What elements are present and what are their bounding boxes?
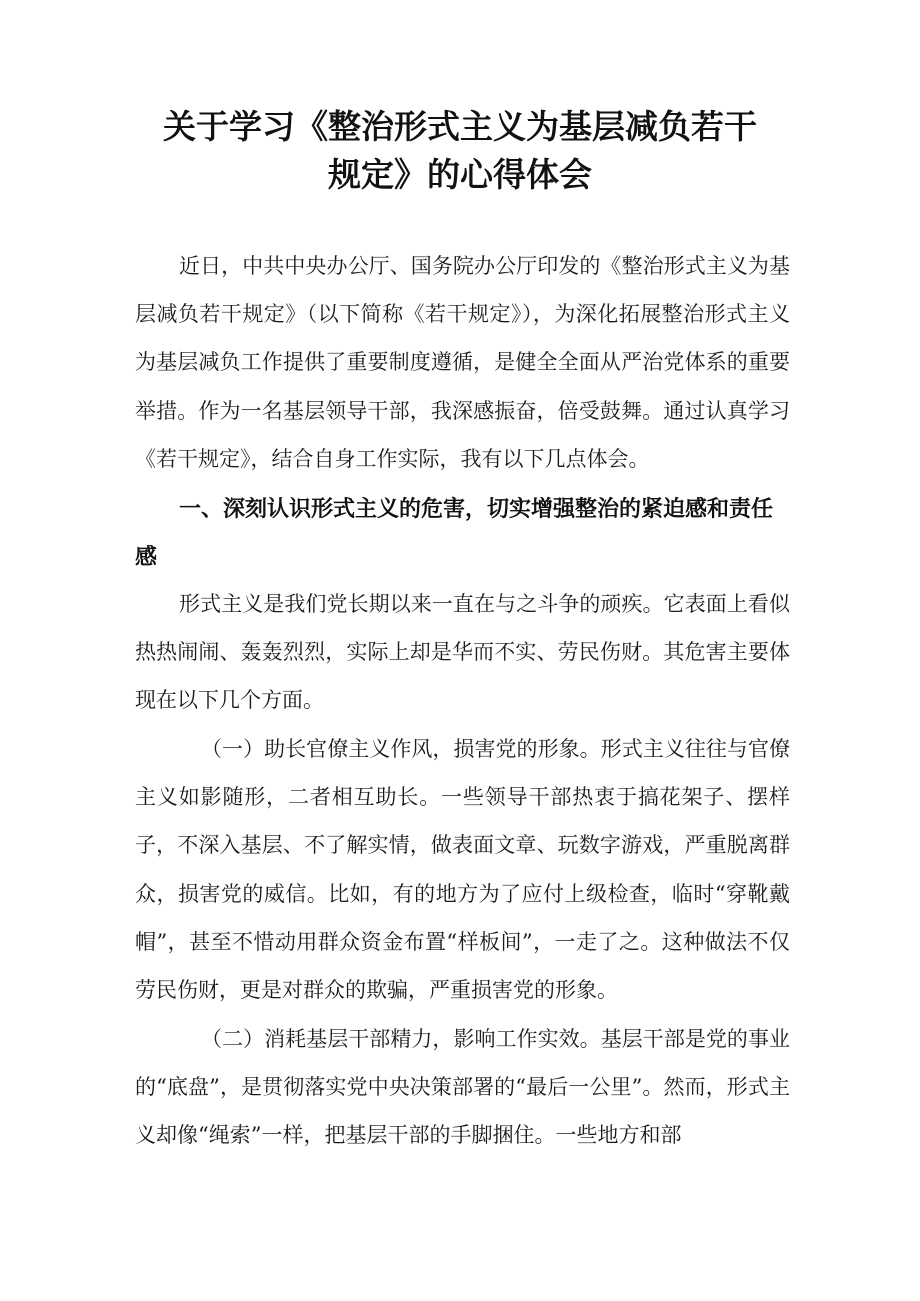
document-title-line-1: 关于学习《整治形式主义为基层减负若干 — [163, 107, 757, 146]
point-1-paragraph: （一）助长官僚主义作风，损害党的形象。形式主义往往与官僚主义如影随形，二者相互助长。一些领导干部热衷于搞花架子、摆样子，不深入基层、不了解实情，做表面文章、玩数字游戏，严重脱离群众，损害党的威信。比如，有的地方为了应付上级检查，临时“穿靴戴帽”，甚至不惜动用群众资金布置“样板间”，一走了之。这种做法不仅劳民伤财，更是对群众的欺骗，严重损害党的形象。 — [135, 737, 790, 1003]
point-2-paragraph: （二）消耗基层干部精力，影响工作实效。基层干部是党的事业的“底盘”，是贯彻落实党中央决策部署的“最后一公里”。然而，形式主义却像“绳索”一样，把基层干部的手脚捆住。一些地方和部 — [135, 1027, 790, 1148]
document-title-line-2: 规定》的心得体会 — [328, 155, 592, 194]
section-1-intro-paragraph: 形式主义是我们党长期以来一直在与之斗争的顽疾。它表面上看似热热闹闹、轰轰烈烈，实际上却是华而不实、劳民伤财。其危害主要体现在以下几个方面。 — [135, 592, 790, 713]
section-heading-1: 一、深刻认识形式主义的危害，切实增强整治的紧迫感和责任感 — [135, 497, 774, 570]
intro-paragraph: 近日，中共中央办公厅、国务院办公厅印发的《整治形式主义为基层减负若干规定》（以下简称《若干规定》），为深化拓展整治形式主义为基层减负工作提供了重要制度遵循，是健全全面从严治党体系的重要举措。作为一名基层领导干部，我深感振奋，倍受鼓舞。通过认真学习《若干规定》，结合自身工作实际，我有以下几点体会。 — [135, 254, 790, 471]
